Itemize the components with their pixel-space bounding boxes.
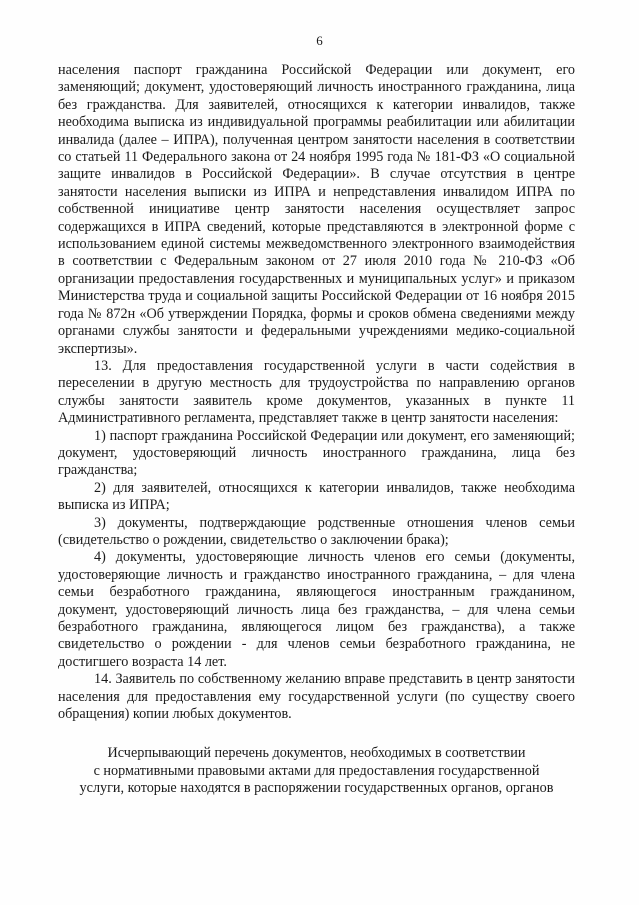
paragraph-13-item-4: 4) документы, удостоверяющие личность членов его семьи (документы, удостоверяющие личность и гражданство иностранного гражданина, – для члена семьи безработного гражданина, являющегося иностранным гражданином, документ, удостоверяющий личность лица без гражданства, – для члена семьи безработного гражданина, являющегося лицом без гражданства), а также свидетельство о рождении - для членов семьи безработного гражданина, не достигшего возраста 14 лет.	[58, 549, 575, 670]
paragraph-14: 14. Заявитель по собственному желанию вправе представить в центр занятости населения для предоставления ему государственной услуги (по существу своего обращения) копии любых документов.	[58, 671, 575, 723]
paragraph-13-item-1: 1) паспорт гражданина Российской Федерации или документ, его заменяющий; документ, удостоверяющий личность иностранного гражданина, лица без гражданства;	[58, 427, 575, 479]
section-heading	[58, 745, 575, 797]
section-heading-line-1: Исчерпывающий перечень документов, необходимых в соответствии	[107, 745, 526, 762]
paragraph-13: 13. Для предоставления государственной услуги в части содействия в переселении в другую местность для трудоустройства по направлению органов службы занятости заявитель кроме документов, указанных в пункте 11 Административного регламента, представляет также в центр занятости населения:	[58, 357, 575, 427]
paragraph-continuation: населения паспорт гражданина Российской Федерации или документ, его заменяющий; документ, удостоверяющий личность иностранного гражданина, лица без гражданства. Для заявителей, относящихся к категории инвалидов, также необходима выписка из индивидуальной программы реабилитации или абилитации инвалида (далее – ИПРА), полученная центром занятости населения в соответствии со статьей 11 Федерального закона от 24 ноября 1995 года № 181-ФЗ «О социальной защите инвалидов в Российской Федерации». В случае отсутствия в центре занятости населения выписки из ИПРА и непредставления инвалидом ИПРА по собственной инициативе центр занятости населения осуществляет запрос содержащихся в ИПРА сведений, которые представляются в электронной форме с использованием единой системы межведомственного электронного взаимодействия в соответствии с Федеральным законом от 27 июля 2010 года № 210-ФЗ «Об организации предоставления государственных и муниципальных услуг» и приказом Министерства труда и социальной защиты Российской Федерации от 16 ноября 2015 года № 872н «Об утверждении Порядка, формы и сроков обмена сведениями между органами службы занятости и федеральными учреждениями медико-социальной экспертизы».	[58, 62, 575, 357]
paragraph-13-item-2: 2) для заявителей, относящихся к категории инвалидов, также необходима выписка из ИПРА;	[58, 479, 575, 514]
page-number: 6	[316, 33, 323, 48]
section-heading-line-2: с нормативными правовыми актами для предоставления государственной	[93, 762, 540, 779]
section-heading-line-3: услуги, которые находятся в распоряжении государственных органов, органов	[79, 780, 554, 797]
document-body	[58, 62, 575, 798]
paragraph-13-item-3: 3) документы, подтверждающие родственные отношения членов семьи (свидетельство о рождении, свидетельство о заключении брака);	[58, 514, 575, 548]
